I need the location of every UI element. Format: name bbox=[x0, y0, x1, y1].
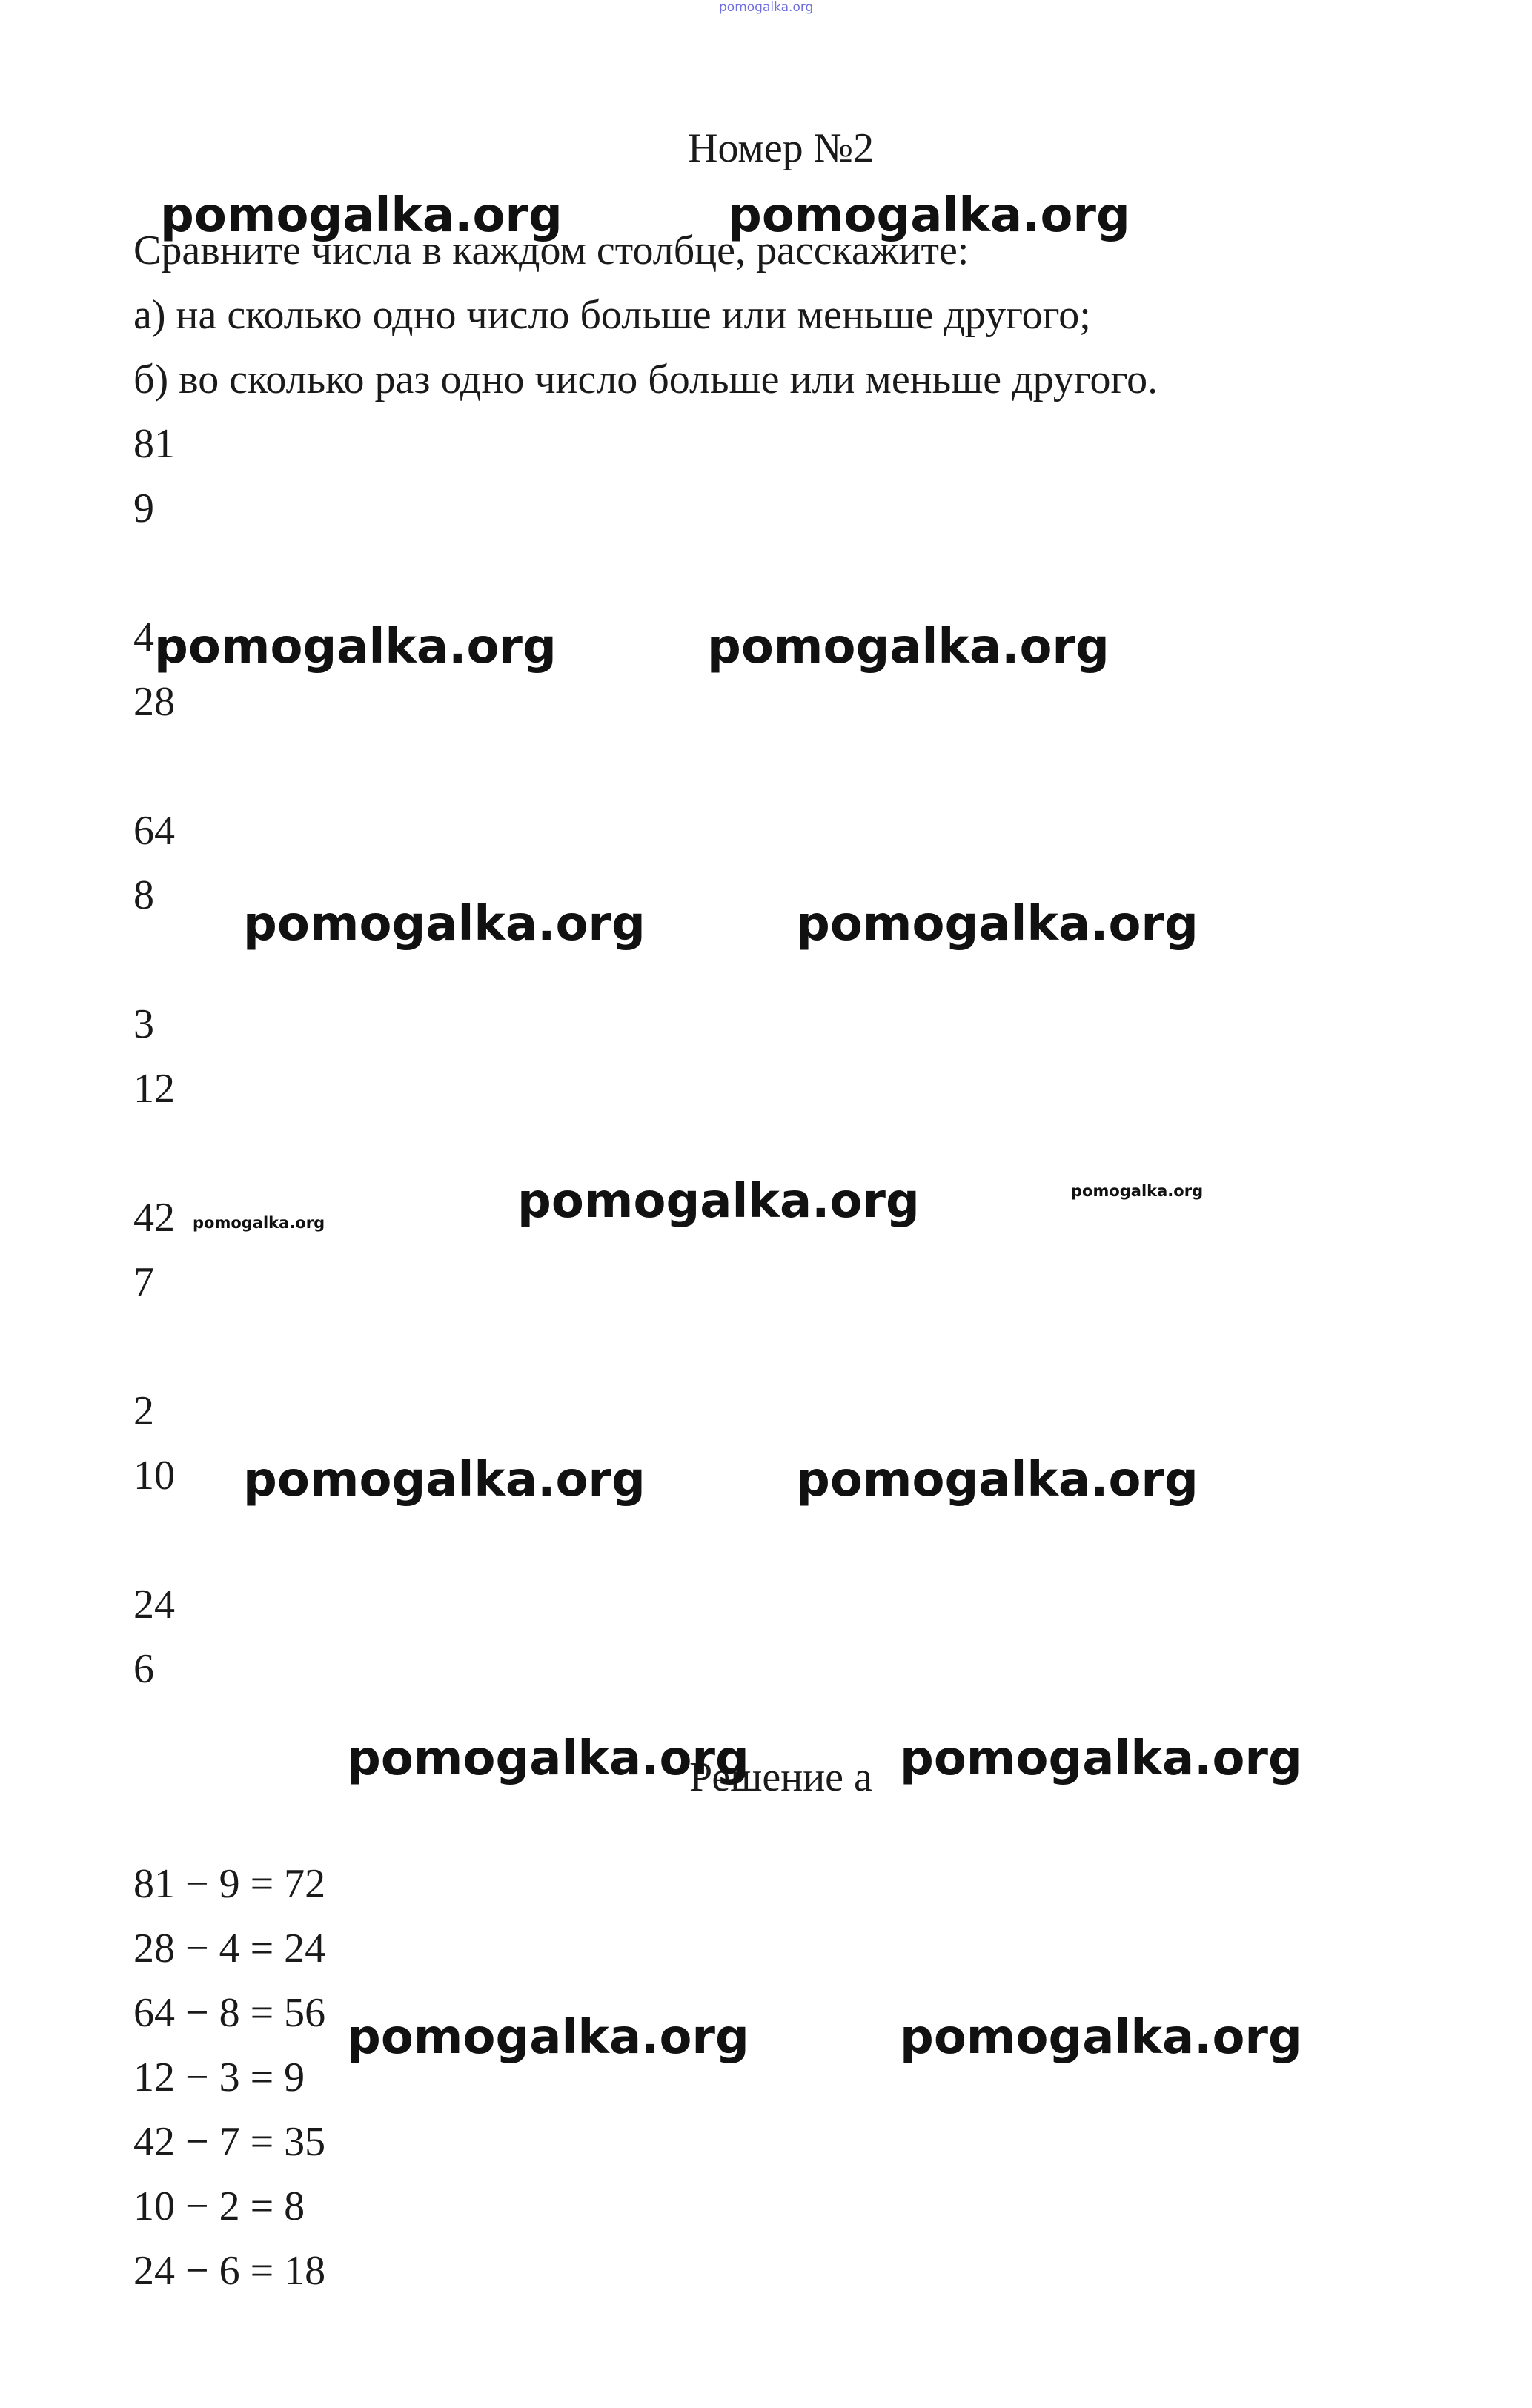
task-line-1: Сравните числа в каждом столбце, расскажите: bbox=[133, 228, 969, 273]
watermark: pomogalka.org bbox=[347, 1731, 749, 1786]
watermark: pomogalka.org bbox=[347, 2010, 749, 2065]
watermark: pomogalka.org bbox=[900, 1731, 1302, 1786]
task-line-2: а) на сколько одно число больше или меньше другого; bbox=[133, 292, 1091, 338]
column-7-bottom: 6 bbox=[133, 1646, 154, 1692]
column-4-top: 3 bbox=[133, 1001, 154, 1047]
watermark: pomogalka.org bbox=[517, 1174, 920, 1229]
top-watermark: pomogalka.org bbox=[719, 0, 814, 15]
column-6-bottom: 10 bbox=[133, 1453, 175, 1499]
solution-line-6: 10 − 2 = 8 bbox=[133, 2183, 305, 2229]
watermark: pomogalka.org bbox=[243, 1453, 646, 1508]
column-5-top: 42 bbox=[133, 1195, 175, 1241]
solution-line-3: 64 − 8 = 56 bbox=[133, 1990, 326, 2036]
watermark: pomogalka.org bbox=[160, 188, 563, 243]
watermark: pomogalka.org bbox=[796, 897, 1198, 952]
column-7-top: 24 bbox=[133, 1582, 175, 1628]
solution-line-7: 24 − 6 = 18 bbox=[133, 2248, 326, 2294]
column-1-top: 81 bbox=[133, 421, 175, 467]
column-4-bottom: 12 bbox=[133, 1066, 175, 1112]
solution-line-5: 42 − 7 = 35 bbox=[133, 2119, 326, 2165]
watermark-small: pomogalka.org bbox=[1071, 1182, 1204, 1200]
page-title: Номер №2 bbox=[688, 125, 875, 171]
watermark: pomogalka.org bbox=[796, 1453, 1198, 1508]
solution-line-4: 12 − 3 = 9 bbox=[133, 2054, 305, 2100]
column-5-bottom: 7 bbox=[133, 1259, 154, 1305]
watermark-small: pomogalka.org bbox=[193, 1214, 325, 1232]
solution-heading: Решение а bbox=[689, 1754, 872, 1800]
column-3-top: 64 bbox=[133, 808, 175, 854]
column-3-bottom: 8 bbox=[133, 872, 154, 918]
column-6-top: 2 bbox=[133, 1388, 154, 1434]
watermark: pomogalka.org bbox=[707, 620, 1110, 674]
watermark: pomogalka.org bbox=[900, 2010, 1302, 2065]
column-1-bottom: 9 bbox=[133, 485, 154, 531]
column-2-bottom: 28 bbox=[133, 679, 175, 725]
column-2-top: 4 bbox=[133, 614, 154, 660]
watermark: pomogalka.org bbox=[154, 620, 557, 674]
task-line-3: б) во сколько раз одно число больше или меньше другого. bbox=[133, 356, 1158, 402]
solution-line-1: 81 − 9 = 72 bbox=[133, 1861, 326, 1907]
watermark: pomogalka.org bbox=[243, 897, 646, 952]
solution-line-2: 28 − 4 = 24 bbox=[133, 1926, 326, 1971]
watermark: pomogalka.org bbox=[728, 188, 1130, 243]
